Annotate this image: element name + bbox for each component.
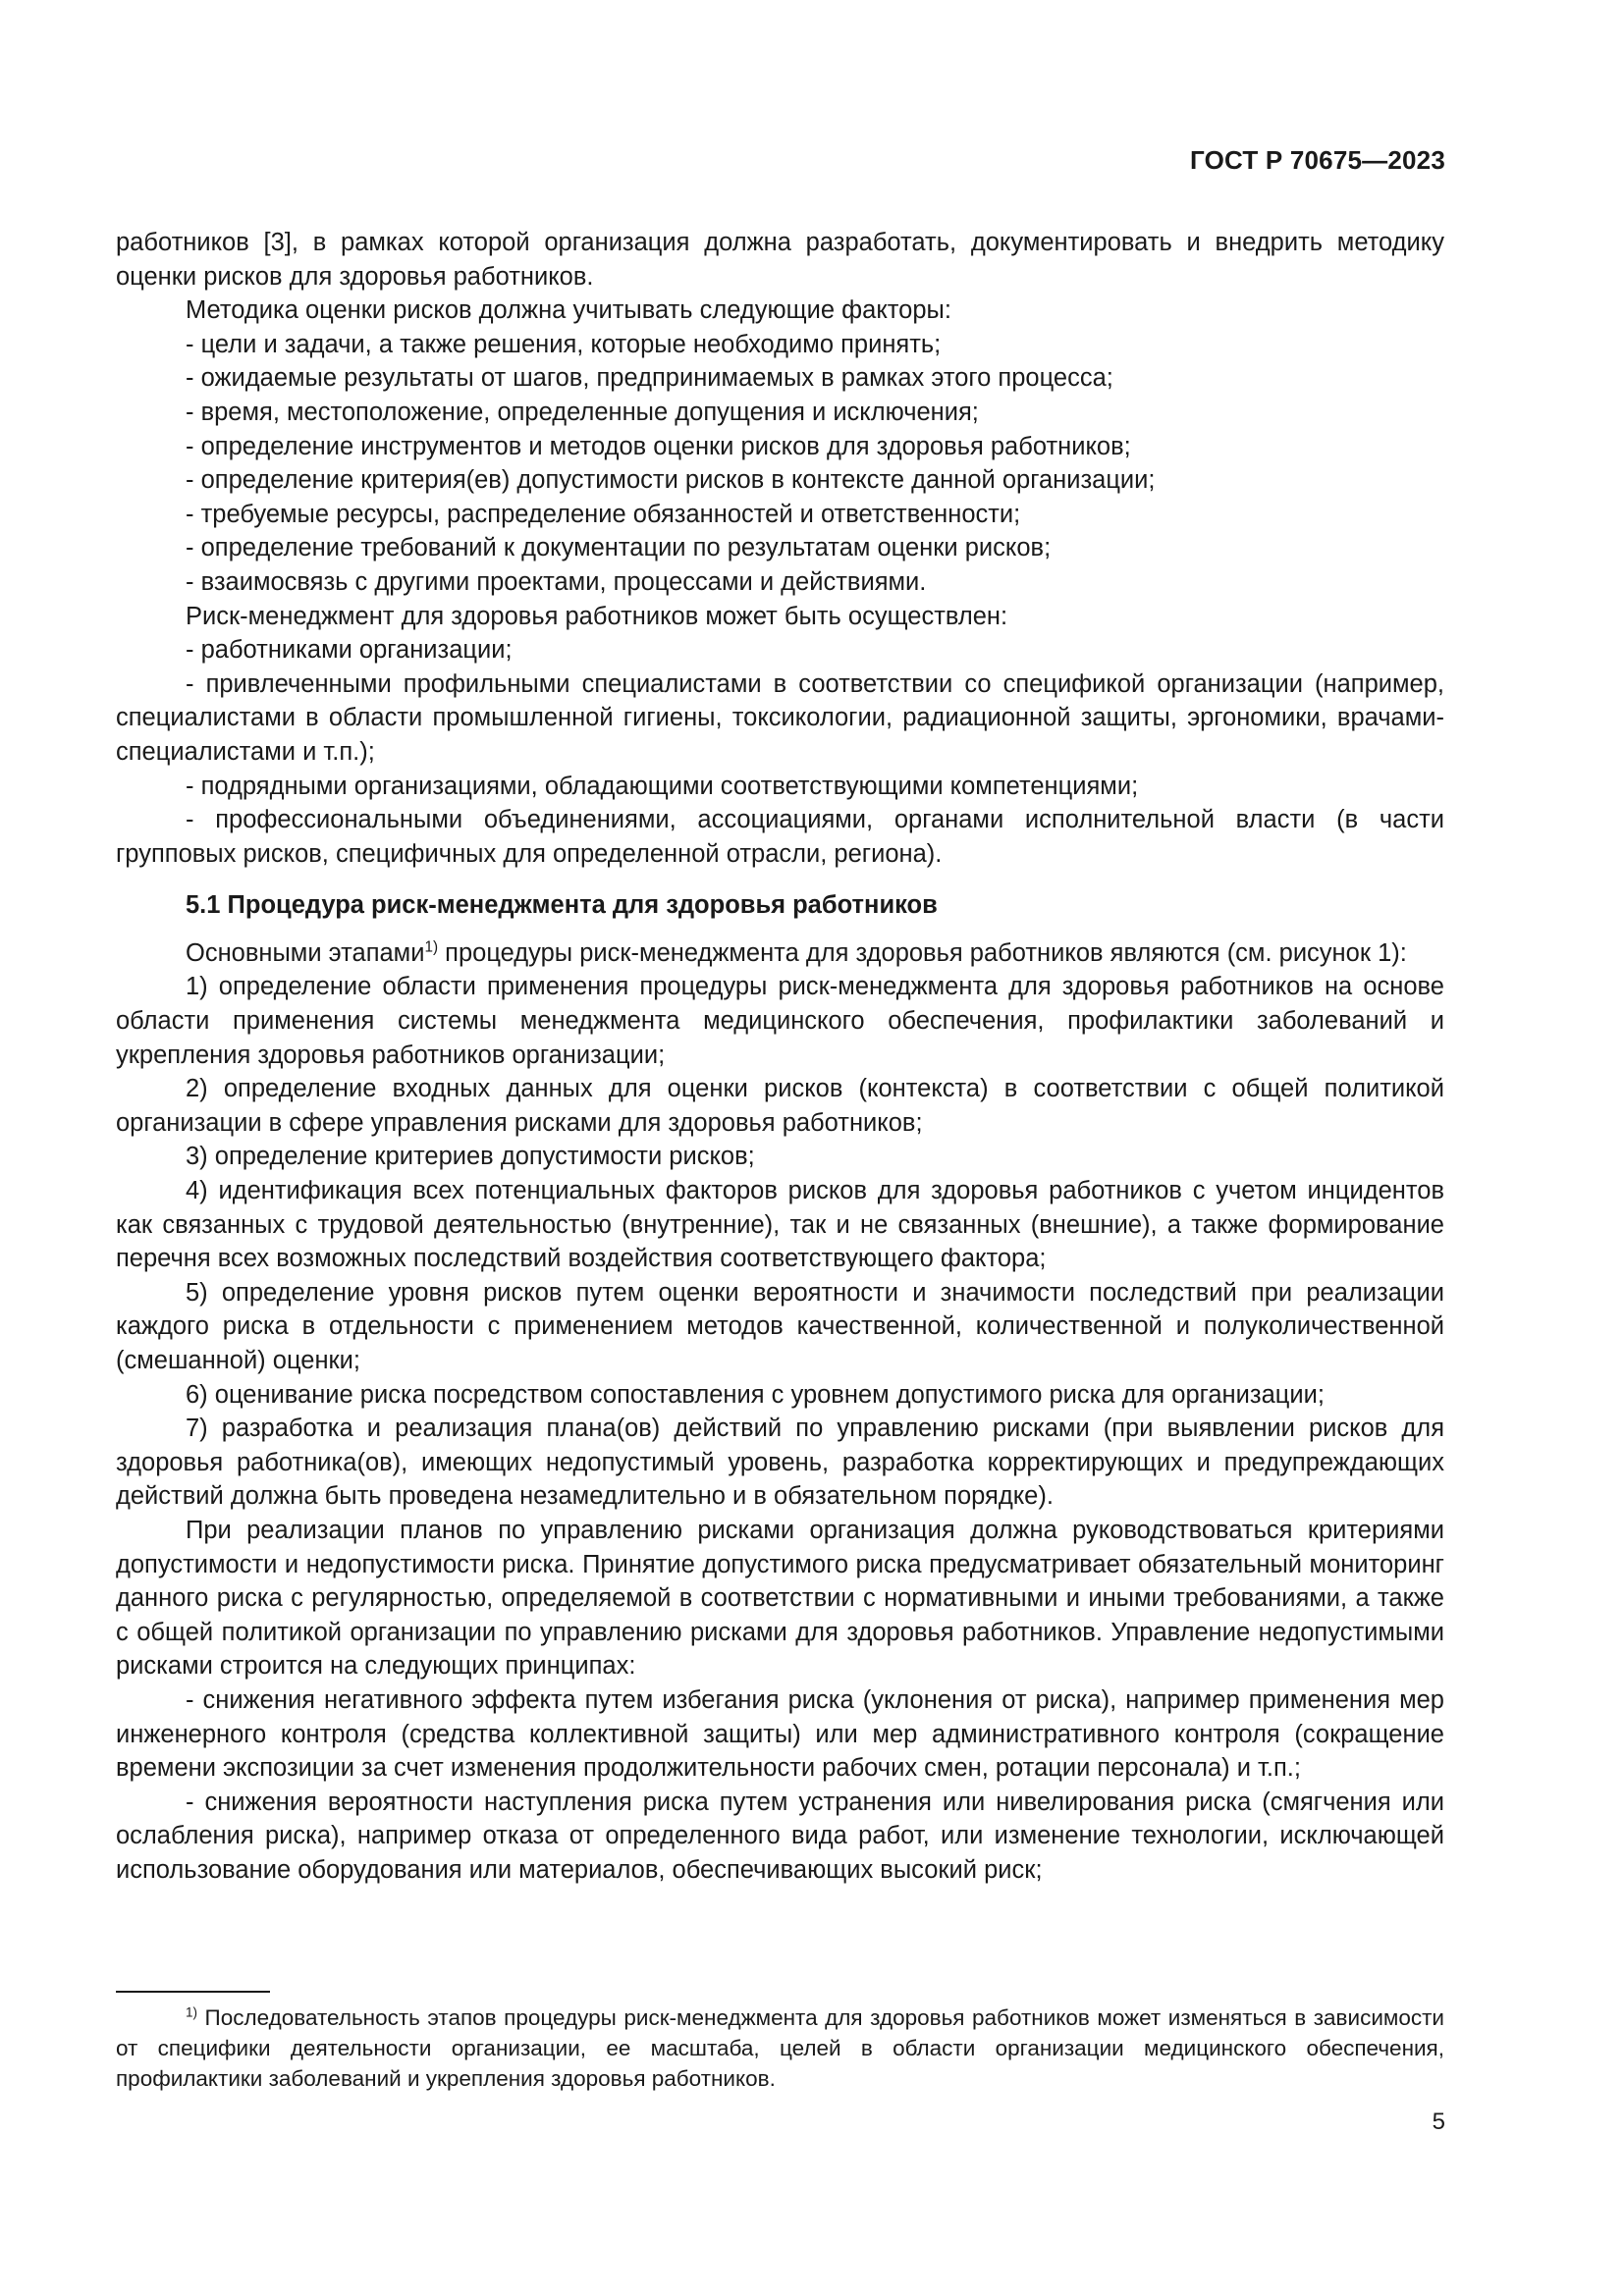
paragraph: При реализации планов по управлению рисками организация должна руководствоваться критериями допустимости и недопустимости риска. Принятие допустимого риска предусматривает обязательный мониторинг данного риска с регулярностью, определяемой в соответствии с нормативными и иными требованиями, а также с общей политикой организации по управлению рисками для здоровья работников. Управление недопустимыми рисками строится на следующих принципах: [116, 1516, 1444, 1681]
page-number: 5 [1432, 2109, 1445, 2135]
step-item: 6) оценивание риска посредством сопоставления с уровнем допустимого риска для организации; [186, 1380, 1325, 1409]
list-item: - ожидаемые результаты от шагов, предпринимаемых в рамках этого процесса; [186, 364, 1113, 393]
list-item: - профессиональными объединениями, ассоциациями, органами исполнительной власти (в части групповых рисков, специфичных для определенной отрасли, региона). [116, 806, 1444, 868]
paragraph: Риск-менеджмент для здоровья работников может быть осуществлен: [186, 602, 1008, 630]
section-intro-text: процедуры риск-менеджмента для здоровья работников являются (см. рисунок 1): [438, 938, 1407, 967]
list-item: - взаимосвязь с другими проектами, процессами и действиями. [186, 567, 927, 596]
document-body [116, 226, 1444, 1888]
list-item: - цели и задачи, а также решения, которые необходимо принять; [186, 330, 942, 358]
risk-management-principles [116, 1514, 1444, 1888]
list-item: - определение требований к документации по результатам оценки рисков; [186, 534, 1052, 562]
procedure-steps [116, 970, 1444, 1514]
step-item: 5) определение уровня рисков путем оценки вероятности и значимости последствий при реализации каждого риска в отдельности с применением методов качественной, количественной и полуколичественной (смешанной) оценки; [116, 1278, 1444, 1374]
section-title: 5.1 Процедура риск-менеджмента для здоровья работников [186, 891, 938, 920]
footnote-text: Последовательность этапов процедуры риск-менеджмента для здоровья работников может изменяться в зависимости от специфики деятельности организации, ее масштаба, целей в области организации медицинского обеспечения, профилактики заболеваний и укрепления здоровья работников. [116, 2005, 1444, 2091]
section-intro [116, 936, 1444, 971]
step-item: 2) определение входных данных для оценки рисков (контекста) в соответствии с общей политикой организации в сфере управления рисками для здоровья работников; [116, 1075, 1444, 1137]
footnote [116, 2002, 1444, 2094]
intro-paragraphs [116, 226, 1444, 871]
footnote-reference[interactable]: 1) [424, 938, 439, 956]
list-item: - подрядными организациями, обладающими соответствующими компетенциями; [186, 772, 1139, 800]
step-item: 7) разработка и реализация плана(ов) действий по управлению рисками (при выявлении рисков для здоровья работника(ов), имеющих недопустимый уровень, разработка корректирующих и предупреждающих действий должна быть проведена незамедлительно и в обязательном порядке). [116, 1415, 1444, 1511]
footnote-divider [116, 1991, 270, 1993]
list-item: - снижения негативного эффекта путем избегания риска (уклонения от риска), например применения мер инженерного контроля (средства коллективной защиты) или мер административного контроля (сокращение времени экспозиции за счет изменения продолжительности рабочих смен, ротации персонала) и т.п.; [116, 1685, 1444, 1783]
paragraph: работников [3], в рамках которой организация должна разработать, документировать и внедрить методику оценки рисков для здоровья работников. [116, 229, 1444, 291]
list-item: - снижения вероятности наступления риска путем устранения или нивелирования риска (смягчения или ослабления риска), например отказа от определенного вида работ, или изменение технологии, исключающей использование оборудования или материалов, обеспечивающих высокий риск; [116, 1788, 1444, 1884]
paragraph: Методика оценки рисков должна учитывать следующие факторы: [186, 296, 951, 325]
list-item: - привлеченными профильными специалистами в соответствии со спецификой организации (например, специалистами в области промышленной гигиены, токсикологии, радиационной защиты, эргономики, врачами-специалистами и т.п.); [116, 669, 1444, 766]
step-item: 4) идентификация всех потенциальных факторов рисков для здоровья работников с учетом инцидентов как связанных с трудовой деятельностью (внутренние), так и не связанных (внешние), а также формирование перечня всех возможных последствий воздействия соответствующего фактора; [116, 1177, 1444, 1273]
step-item: 1) определение области применения процедуры риск-менеджмента для здоровья работников на основе области применения системы менеджмента медицинского обеспечения, профилактики заболеваний и укрепления здоровья работников организации; [116, 973, 1444, 1069]
list-item: - работниками организации; [186, 636, 513, 665]
step-item: 3) определение критериев допустимости рисков; [186, 1143, 755, 1171]
list-item: - определение критерия(ев) допустимости рисков в контексте данной организации; [186, 466, 1156, 495]
list-item: - требуемые ресурсы, распределение обязанностей и ответственности; [186, 500, 1021, 528]
footnote-marker: 1) [186, 2004, 198, 2020]
list-item: - время, местоположение, определенные допущения и исключения; [186, 398, 979, 426]
list-item: - определение инструментов и методов оценки рисков для здоровья работников; [186, 432, 1131, 460]
standard-code-header: ГОСТ Р 70675—2023 [1190, 145, 1445, 175]
section-intro-text: Основными этапами [186, 938, 425, 967]
